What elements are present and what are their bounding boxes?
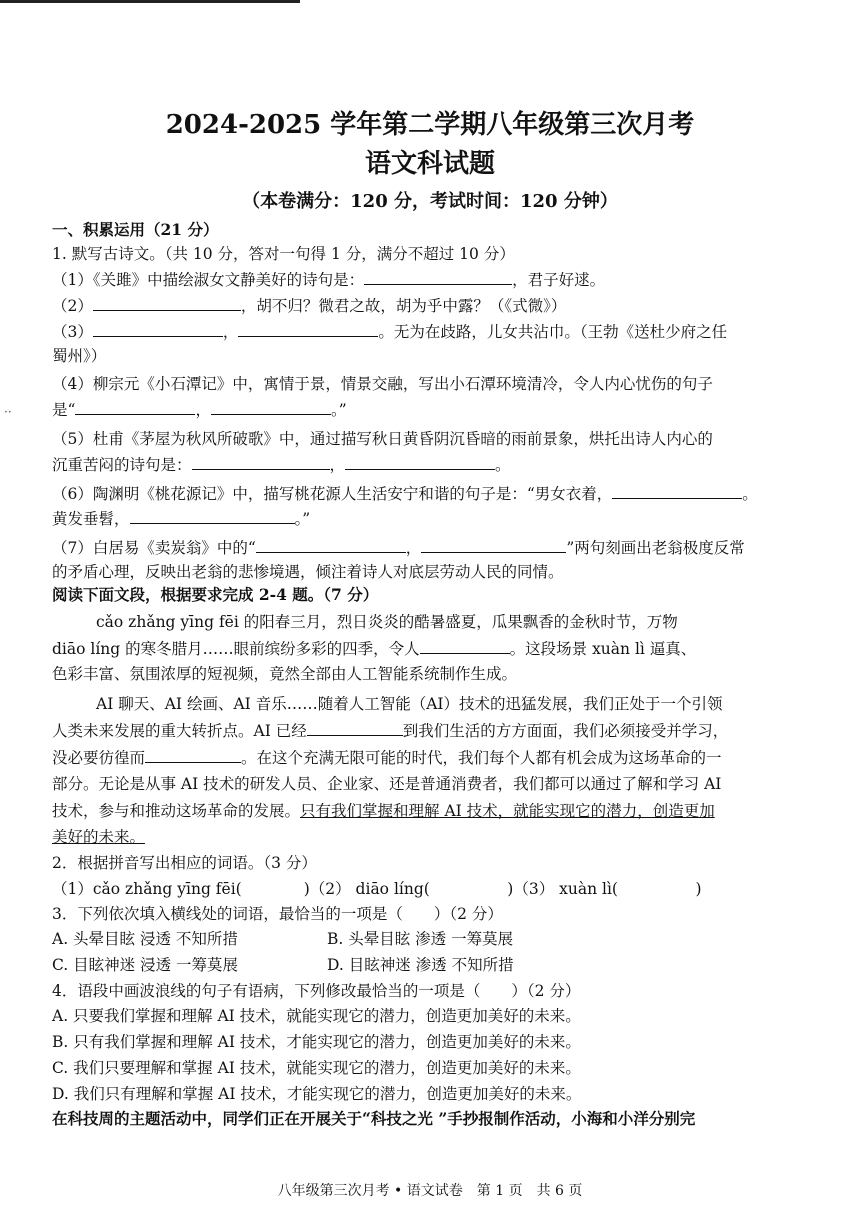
q2-items: （1）cǎo zhǎng yīng fēi( )（2） diāo líng( )（3） xuàn lì( ) (52, 880, 702, 898)
answer-blank (612, 482, 742, 499)
answer-blank (421, 536, 566, 553)
q1-part5-cont: 沉重苦闷的诗句是： ， 。 (52, 453, 511, 476)
answer-blank (145, 746, 241, 763)
answer-blank (238, 320, 378, 337)
q3-option-d: D. 目眩神迷 渗透 不知所措 (327, 956, 514, 974)
q3-option-c: C. 目眩神迷 浸透 一筹莫展 (52, 956, 239, 974)
q1-part2: （2） ，胡不归？微君之故，胡为乎中露？（《式微》） (52, 294, 566, 317)
wavy-underlined-sentence-end: 美好的未来。 (52, 828, 146, 846)
passage-line: 人类未来发展的重大转折点。AI 已经 到我们生活的方方面面，我们必须接受并学习， (52, 719, 728, 742)
passage-line: AI 聊天、AI 绘画、AI 音乐……随着人工智能（AI）技术的迅猛发展，我们正处于一个引领 (96, 695, 723, 713)
q3-option-a: A. 头晕目眩 浸透 不知所措 (52, 930, 238, 948)
passage-line: 部分。无论是从事 AI 技术的研发人员、企业家、还是普通消费者，我们都可以通过了解和学习 AI (52, 775, 722, 793)
q4-option-d: D. 我们只有理解和掌握 AI 技术，才能实现它的潜力，创造更加美好的未来。 (52, 1085, 582, 1103)
q4-stem: 4．语段中画波浪线的句子有语病，下列修改最恰当的一项是（ ）（2 分） (52, 982, 581, 1000)
passage-line: 没必要彷徨而 。在这个充满无限可能的时代，我们每个人都有机会成为这场革命的一 (52, 746, 722, 769)
passage-line: diāo líng 的寒冬腊月……眼前缤纷多彩的四季，令人 。这段场景 xuàn lì 逼真、 (52, 637, 696, 660)
q1-part1: （1）《关雎》中描绘淑女文静美好的诗句是： ，君子好逑。 (52, 268, 605, 291)
q1-stem: 1. 默写古诗文。（共 10 分，答对一句得 1 分，满分不超过 10 分） (52, 245, 515, 263)
q1-part5: （5）杜甫《茅屋为秋风所破歌》中，通过描写秋日黄昏阴沉昏暗的雨前景象，烘托出诗人内心的 (52, 430, 713, 448)
q4-option-b: B. 只有我们掌握和理解 AI 技术，才能实现它的潜力，创造更加美好的未来。 (52, 1033, 581, 1051)
q1-part3: （3） ， 。无为在歧路，儿女共沾巾。（王勃《送杜少府之任 (52, 320, 727, 343)
answer-blank (130, 507, 295, 524)
passage-line: 色彩丰富、氛围浓厚的短视频，竟然全部由人工智能系统制作生成。 (52, 665, 518, 683)
answer-blank (75, 398, 195, 415)
q1-part4-cont: 是“ ， 。” (52, 398, 347, 421)
next-question-intro: 在科技周的主题活动中，同学们正在开展关于“科技之光 ”手抄报制作活动，小海和小洋分别完 (52, 1109, 696, 1128)
exam-title: 2024-2025 学年第二学期八年级第三次月考 (165, 110, 695, 140)
passage-line: 技术，参与和推动这场革命的发展。只有我们掌握和理解 AI 技术，就能实现它的潜力，创造更加 (52, 802, 715, 820)
passage-line: cǎo zhǎng yīng fēi 的阳春三月，烈日炎炎的酷暑盛夏，瓜果飘香的金秋时节，万物 (96, 613, 678, 631)
exam-info: （本卷满分：120 分，考试时间：120 分钟） (242, 191, 618, 212)
q4-option-c: C. 我们只要理解和掌握 AI 技术，就能实现它的潜力，创造更加美好的未来。 (52, 1059, 581, 1077)
scan-edge (0, 0, 300, 3)
answer-blank (256, 536, 406, 553)
answer-blank (420, 637, 510, 654)
answer-blank (307, 719, 403, 736)
wavy-underlined-sentence: 只有我们掌握和理解 AI 技术，就能实现它的潜力，创造更加 (300, 802, 715, 820)
answer-blank (211, 398, 331, 415)
q1-part7-cont: 的矛盾心理，反映出老翁的悲惨境遇，倾注着诗人对底层劳动人民的同情。 (52, 563, 564, 581)
q1-part7: （7）白居易《卖炭翁》中的“ ， ”两句刻画出老翁极度反常 (52, 536, 745, 559)
section-heading: 一、积累运用（21 分） (52, 220, 219, 239)
margin-marks: ·· (4, 405, 12, 419)
q2-stem: 2．根据拼音写出相应的词语。（3 分） (52, 854, 317, 872)
q1-part6: （6）陶渊明《桃花源记》中，描写桃花源人生活安宁和谐的句子是：“男女衣着， 。 (52, 482, 758, 505)
subject-title: 语文科试题 (364, 149, 495, 179)
q1-part3-cont: 蜀州》） (52, 347, 107, 365)
answer-blank (93, 320, 223, 337)
answer-blank (364, 268, 512, 285)
q4-option-a: A. 只要我们掌握和理解 AI 技术，就能实现它的潜力，创造更加美好的未来。 (52, 1007, 581, 1025)
q3-stem: 3．下列依次填入横线处的词语，最恰当的一项是（ ）（2 分） (52, 905, 503, 923)
reading-intro: 阅读下面文段，根据要求完成 2-4 题。（7 分） (52, 585, 379, 604)
answer-blank (93, 294, 241, 311)
q1-part4: （4）柳宗元《小石潭记》中，寓情于景，情景交融，写出小石潭环境清冷，令人内心忧伤的句子 (52, 375, 713, 393)
q3-option-b: B. 头晕目眩 渗透 一筹莫展 (327, 930, 514, 948)
q1-part6-cont: 黄发垂髫， 。” (52, 507, 310, 530)
answer-blank (345, 453, 495, 470)
page-footer: 八年级第三次月考 • 语文试卷 第 1 页 共 6 页 (277, 1183, 583, 1199)
answer-blank (192, 453, 330, 470)
